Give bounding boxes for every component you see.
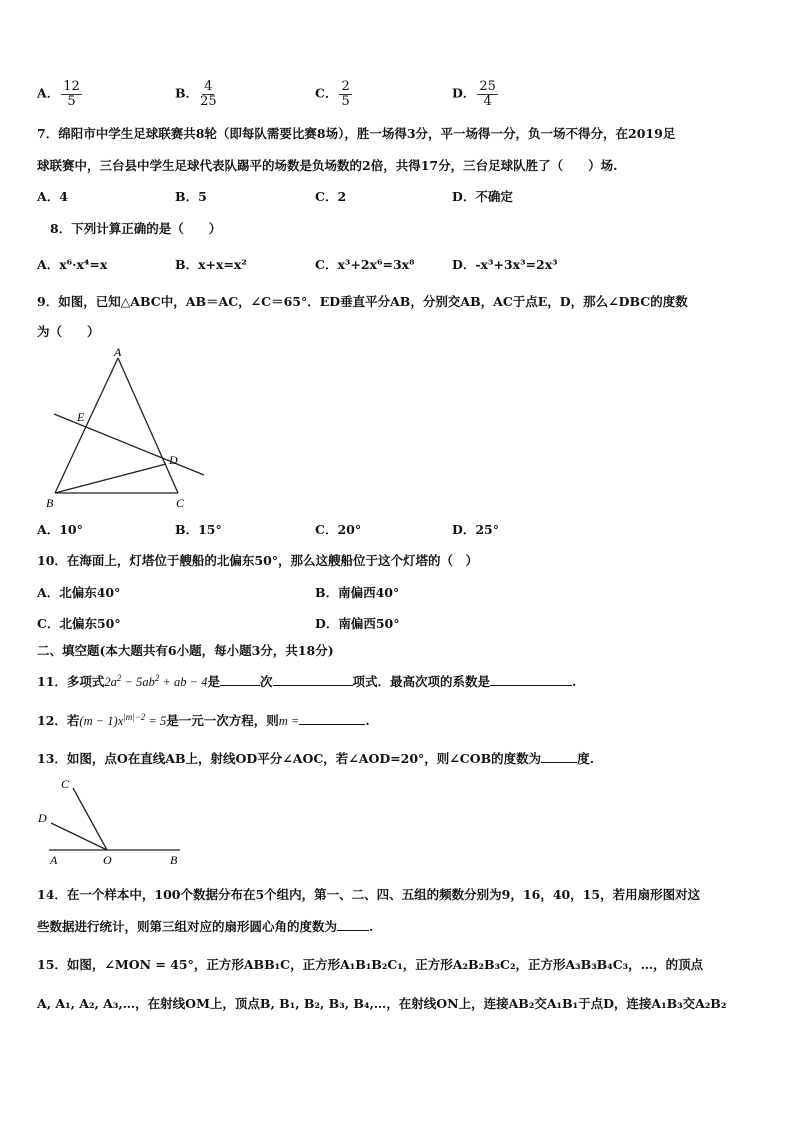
q12-expr: (m − 1)x xyxy=(79,714,124,728)
q9-option-b: B．15° xyxy=(175,522,222,537)
q11-text: 是 xyxy=(207,674,220,689)
exponent: 2 xyxy=(116,672,122,683)
q13-text: 13．如图，点O在直线AB上，射线OD平分∠AOC，若∠AOD=20°，则∠COB的度数为 xyxy=(37,751,542,766)
q14-end: . xyxy=(369,919,374,934)
fraction xyxy=(477,80,498,108)
q10-option-b: B．南偏西40° xyxy=(315,585,400,600)
label-b: B xyxy=(46,496,54,510)
q11-text: 项式．最高次项的系数是 xyxy=(352,674,491,689)
label-a: A xyxy=(114,345,122,359)
q8-option-a: A．x⁶·x⁴=x xyxy=(37,257,108,272)
q14-line-2 xyxy=(37,917,373,935)
fraction xyxy=(339,80,351,108)
q11-text: 次 xyxy=(259,674,273,689)
angle-figure xyxy=(35,774,185,864)
q7-option-d: D．不确定 xyxy=(452,189,513,204)
numerator: 4 xyxy=(204,79,213,94)
exponent: 2 xyxy=(154,672,160,683)
q10-stem: 10．在海面上，灯塔位于艘船的北偏东50°，那么这艘船位于这个灯塔的（ ） xyxy=(37,553,479,568)
label-c: C xyxy=(61,777,70,791)
denominator: 5 xyxy=(67,93,76,109)
q10-option-d: D．南偏西50° xyxy=(315,616,400,631)
numerator: 25 xyxy=(479,79,496,94)
q6-option-a xyxy=(37,80,82,108)
fraction xyxy=(200,80,217,108)
option-label: D． xyxy=(452,85,476,101)
answer-blank-3[interactable] xyxy=(490,673,572,686)
q7-option-a: A．4 xyxy=(37,189,68,204)
answer-blank-1[interactable] xyxy=(220,673,260,686)
q6-option-b xyxy=(175,80,217,108)
q12-end: . xyxy=(365,713,370,728)
q7-option-c: C．2 xyxy=(315,189,347,204)
q12-eq: = 5 xyxy=(145,714,167,728)
q6-option-c xyxy=(315,80,352,108)
denominator: 4 xyxy=(483,93,492,109)
denominator: 25 xyxy=(200,93,217,109)
q9-line-2: 为（ ） xyxy=(37,324,100,339)
triangle-figure xyxy=(30,340,230,515)
answer-blank[interactable] xyxy=(541,750,577,763)
q9-option-a: A．10° xyxy=(37,522,83,537)
denominator: 5 xyxy=(341,93,350,109)
q13-line xyxy=(37,749,594,767)
ray-oc xyxy=(73,788,107,850)
label-a: A xyxy=(50,853,58,864)
q15-line-2: A, A₁, A₂, A₃,…，在射线OM上，顶点B, B₁, B₂, B₃, B₄,…，在射线ON上，连接AB₂交A₁B₁于点D，连接A₁B₃交A₂B₂ xyxy=(37,996,727,1011)
q12-equation xyxy=(79,711,167,728)
q11-polynomial xyxy=(104,672,208,689)
q8-stem: 8．下列计算正确的是（ ） xyxy=(50,221,222,236)
q12-prefix: 12．若 xyxy=(37,713,80,728)
label-e: E xyxy=(77,410,85,424)
q9-option-d: D．25° xyxy=(452,522,499,537)
label-o: O xyxy=(103,853,112,864)
q7-line-1: 7．绵阳市中学生足球联赛共8轮（即每队需要比赛8场），胜一场得3分，平一场得一分，负一场不得分，在2019足 xyxy=(37,126,676,141)
answer-blank-2[interactable] xyxy=(273,673,353,686)
section-2-heading: 二、填空题(本大题共有6小题，每小题3分，共18分) xyxy=(37,643,334,658)
label-d: D xyxy=(38,811,47,825)
side-ac xyxy=(118,358,178,493)
answer-blank[interactable] xyxy=(299,712,365,725)
q14-text: 些数据进行统计，则第三组对应的扇形圆心角的度数为 xyxy=(37,919,338,934)
q7-line-2: 球联赛中，三台县中学生足球代表队踢平的场数是负场数的2倍，共得17分，三台足球队胜了（ ）场. xyxy=(37,158,618,173)
label-b: B xyxy=(170,853,178,864)
exponent: |m|−2 xyxy=(123,711,146,722)
poly-term-1: 2a xyxy=(104,675,117,689)
q13-end: 度. xyxy=(577,751,595,766)
q10-option-a: A．北偏东40° xyxy=(37,585,121,600)
side-ab xyxy=(55,358,118,493)
q12-text: 是一元一次方程，则 xyxy=(166,713,279,728)
option-label: C． xyxy=(315,85,338,101)
q12-variable: m = xyxy=(278,714,300,728)
q15-line-1: 15．如图，∠MON = 45°，正方形ABB₁C，正方形A₁B₁B₂C₁，正方形A₂B₂B₃C₂，正方形A₃B₃B₄C₃，…，的顶点 xyxy=(37,957,704,972)
numerator: 12 xyxy=(63,79,80,94)
numerator: 2 xyxy=(341,79,350,94)
q8-option-d: D．-x³+3x³=2x³ xyxy=(452,257,558,272)
poly-term-3: + ab − 4 xyxy=(159,675,208,689)
q11-prefix: 11．多项式 xyxy=(37,674,105,689)
q11-line xyxy=(37,672,576,690)
q10-option-c: C．北偏东50° xyxy=(37,616,121,631)
q12-line xyxy=(37,711,370,729)
option-label: B． xyxy=(175,85,199,101)
segment-bd xyxy=(55,464,166,493)
q14-line-1: 14．在一个样本中，100个数据分布在5个组内，第一、二、四、五组的频数分别为9，16，40，15，若用扇形图对这 xyxy=(37,887,701,902)
q8-option-b: B．x+x=x² xyxy=(175,257,247,272)
label-c: C xyxy=(176,496,185,510)
q7-option-b: B．5 xyxy=(175,189,207,204)
answer-blank[interactable] xyxy=(337,918,369,931)
q8-option-c: C．x³+2x⁶=3x⁸ xyxy=(315,257,415,272)
q9-option-c: C．20° xyxy=(315,522,362,537)
label-d: D xyxy=(169,453,178,467)
q6-option-d xyxy=(452,80,498,108)
q11-end: . xyxy=(572,674,577,689)
poly-term-2: − 5ab xyxy=(121,675,155,689)
fraction xyxy=(61,80,82,108)
ray-od xyxy=(51,823,107,850)
option-label: A． xyxy=(37,85,60,101)
q9-line-1: 9．如图，已知△ABC中，AB＝AC，∠C＝65°．ED垂直平分AB，分别交AB，AC于点E，D，那么∠DBC的度数 xyxy=(37,294,688,309)
